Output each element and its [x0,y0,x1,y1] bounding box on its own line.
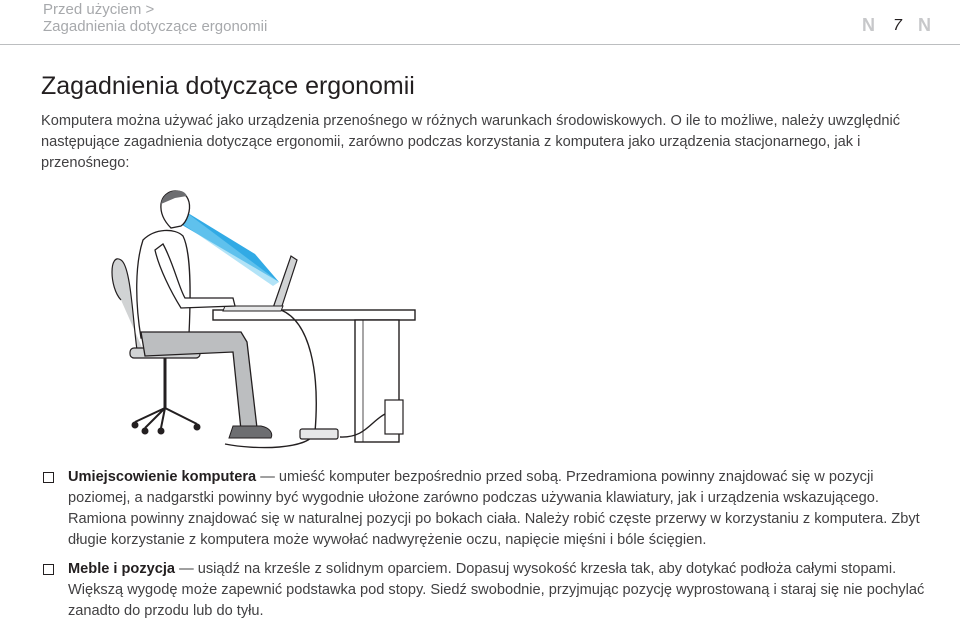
bullet-term: Meble i pozycja [68,561,176,577]
bullet-separator: — [256,469,279,485]
bullet-separator: — [175,561,198,577]
breadcrumb-current: Zagadnienia dotyczące ergonomii [43,18,268,35]
checkbox-bullet-icon [43,564,54,575]
checkbox-bullet-icon [43,472,54,483]
next-page-arrow-icon[interactable]: N [918,15,931,35]
bullet-text: usiądź na krześle z solidnym oparciem. Dopasuj wysokość krzesła tak, aby dotykać podłoża całymi stopami. Większą wygodę może zapewnić podstawka pod stopy. Siedź swobodnie, przyjmując pozycję wyprostowaną i staraj się nie pochylać zanadto do przodu lub do tyłu. [68,561,925,619]
page-title: Zagadnienia dotyczące ergonomii [41,72,415,100]
page-header [0,0,960,46]
bullet-term: Umiejscowienie komputera [68,469,257,485]
list-item [41,467,931,551]
ergonomic-posture-illustration [105,182,435,450]
bullet-text: umieść komputer bezpośrednio przed sobą. Przedramiona powinny znajdować się w pozycji poziomej, a nadgarstki powinny być wygodnie ułożone zarówno podczas używania klawiatury, jak i urządzenia wskazującego. Ramiona powinny znajdować się w naturalnej pozycji po bokach ciała. Należy robić częste przerwy w korzystaniu z komputera. Zbyt długie korzystanie z komputera może wywołać nadwyrężenie oczu, napięcie mięśni i bóle ścięgien. [68,469,920,548]
power-adapter [300,429,338,439]
list-item [41,559,931,622]
breadcrumb-parent-link[interactable]: Przed użyciem > [43,1,155,18]
intro-paragraph: Komputera można używać jako urządzenia przenośnego w różnych warunkach środowiskowych. O ile to możliwe, należy uwzględnić następujące zagadnienia dotyczące ergonomii, zarówno podczas korzystania z komputera jako urządzenia stacjonarnego, jak i przenośnego: [41,113,901,171]
ergonomics-bullet-list [41,467,931,630]
page-number: 7 [893,17,902,34]
previous-page-arrow-icon[interactable]: N [862,15,875,35]
header-divider [0,44,960,45]
wall-outlet [385,400,403,434]
